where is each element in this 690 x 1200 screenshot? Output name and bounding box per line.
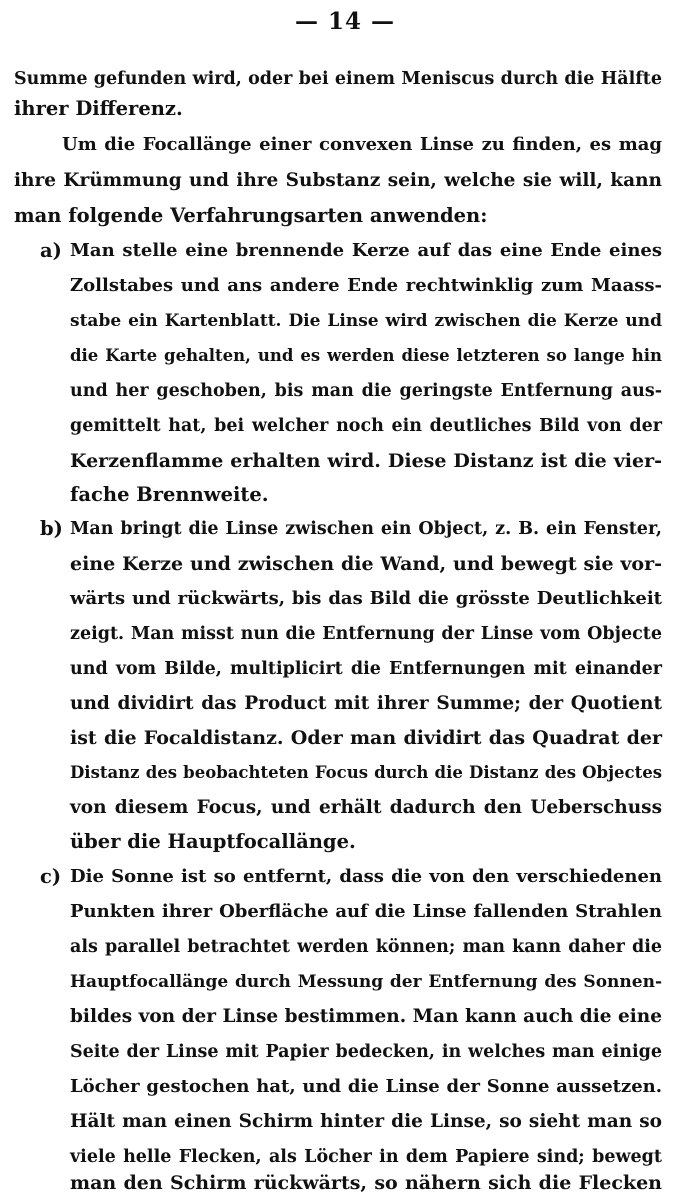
text-line: Kerzenflamme erhalten wird. Diese Distanz ist die vier- [70,450,662,472]
text-line: Man bringt die Linse zwischen ein Object, z. B. ein Fenster, [70,519,662,539]
text-line: man den Schirm rückwärts, so nähern sich die Flecken [70,1172,662,1194]
list-marker-c: c) [40,865,62,888]
text-line: Um die Focallänge einer convexen Linse zu finden, es mag [62,134,662,155]
text-line: man folgende Verfahrungsarten anwenden: [14,204,488,227]
text-line: stabe ein Kartenblatt. Die Linse wird zwischen die Kerze und [70,311,662,331]
text-line: von diesem Focus, und erhält dadurch den Ueberschuss [70,797,662,818]
text-line: über die Hauptfocallänge. [70,830,356,853]
text-line: wärts und rückwärts, bis das Bild die grösste Deutlichkeit [70,588,662,609]
text-line: fache Brennweite. [70,483,269,506]
text-line: und her geschoben, bis man die geringste Entfernung aus- [70,381,662,401]
text-line: Hauptfocallänge durch Messung der Entfernung des Sonnen- [70,972,662,992]
text-line: und dividirt das Product mit ihrer Summe; der Quotient [70,693,662,714]
text-line: und vom Bilde, multiplicirt die Entfernungen mit einander [70,659,662,679]
text-line: bildes von der Linse bestimmen. Man kann auch die eine [70,1006,662,1027]
text-line: ihre Krümmung und ihre Substanz sein, welche sie will, kann [14,170,662,191]
list-marker-a: a) [40,239,62,262]
text-line: ihrer Differenz. [14,97,183,120]
text-line: als parallel betrachtet werden können; man kann daher die [70,937,662,957]
text-line: die Karte gehalten, und es werden diese letzteren so lange hin [70,346,662,365]
text-line: Löcher gestochen hat, und die Linse der Sonne aussetzen. [70,1076,662,1097]
text-line: Zollstabes und ans andere Ende rechtwinklig zum Maass- [70,275,662,296]
text-line: Distanz des beobachteten Focus durch die Distanz des Objectes [70,763,662,782]
text-line: Punkten ihrer Oberfläche auf die Linse fallenden Strahlen [70,901,662,922]
text-line: Die Sonne ist so entfernt, dass die von den verschiedenen [70,866,662,887]
list-marker-b: b) [40,517,63,540]
text-line: ist die Focaldistanz. Oder man dividirt das Quadrat der [70,727,662,749]
text-line: zeigt. Man misst nun die Entfernung der Linse vom Objecte [70,624,662,644]
text-line: gemittelt hat, bei welcher noch ein deutliches Bild von der [70,416,662,436]
text-line: Hält man einen Schirm hinter die Linse, so sieht man so [70,1111,662,1132]
text-line: Man stelle eine brennende Kerze auf das eine Ende eines [70,240,662,261]
text-line: Summe gefunden wird, oder bei einem Meniscus durch die Hälfte [14,69,662,89]
text-line: Seite der Linse mit Papier bedecken, in welches man einige [70,1042,662,1062]
text-line: viele helle Flecken, als Löcher in dem Papiere sind; bewegt [70,1147,662,1167]
text-line: eine Kerze und zwischen die Wand, und bewegt sie vor- [70,553,662,575]
page-number: — 14 — [294,8,396,35]
